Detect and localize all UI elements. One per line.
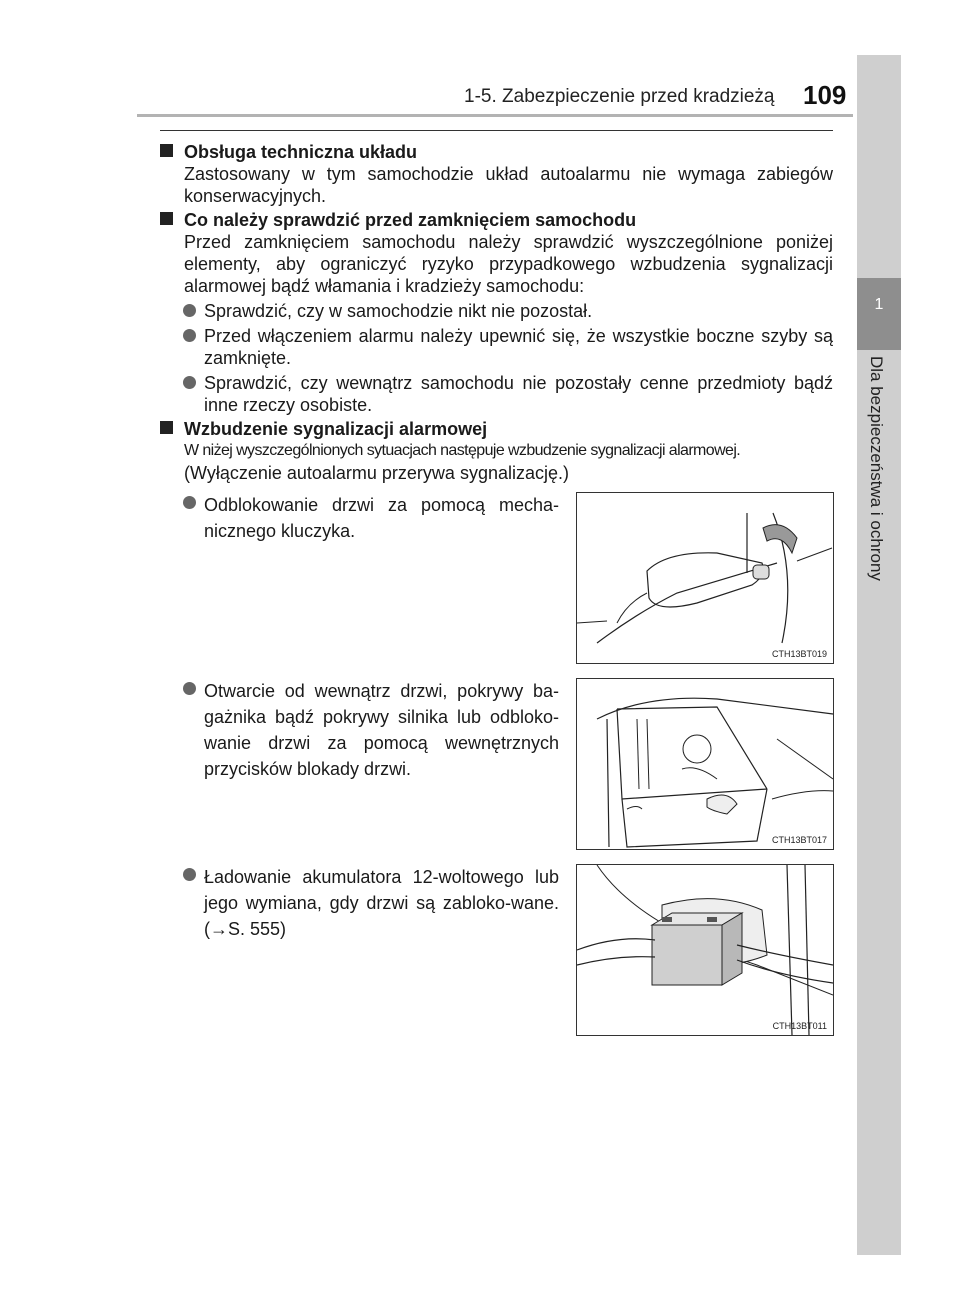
section-heading: Wzbudzenie sygnalizacji alarmowej	[160, 418, 833, 440]
square-bullet-icon	[160, 421, 173, 434]
figure-code: CTH13BT011	[772, 1021, 827, 1031]
section-heading: Co należy sprawdzić przed zamknięciem samochodu	[160, 209, 833, 231]
chapter-number: 1	[874, 296, 884, 313]
alarm-trigger-item	[160, 678, 833, 850]
round-bullet-icon	[183, 304, 196, 317]
figure-code: CTH13BT019	[771, 649, 827, 659]
content-top-rule	[160, 130, 833, 131]
round-bullet-icon	[183, 682, 196, 695]
list-item: Ładowanie akumulatora 12-woltowego lub jego wymiana, gdy drzwi są zabloko-wane. (→S. 555)	[160, 864, 559, 942]
square-bullet-icon	[160, 144, 173, 157]
alarm-trigger-item	[160, 864, 833, 1036]
section-paragraph: Przed zamknięciem samochodu należy sprawdzić wyszczególnione poniżej elementy, aby ograniczyć ryzyko przypadkowego wzbudzenia sygnalizacji alarmowej bądź włamania i kradzieży samochodu:	[184, 232, 833, 296]
header-divider	[137, 114, 853, 117]
round-bullet-icon	[183, 868, 196, 881]
list-item: Sprawdzić, czy wewnątrz samochodu nie pozostały cenne przedmioty bądź inne rzeczy osobiste.	[160, 372, 833, 416]
page-content	[160, 139, 833, 1036]
section-paragraph-note: (Wyłączenie autoalarmu przerywa sygnalizację.)	[184, 463, 569, 483]
chapter-tab-active	[857, 278, 901, 350]
section-paragraph: Zastosowany w tym samochodzie układ autoalarmu nie wymaga zabiegów konserwacyjnych.	[184, 164, 833, 206]
chapter-label: Dla bezpieczeństwa i ochrony	[867, 356, 886, 581]
square-bullet-icon	[160, 212, 173, 225]
chapter-side-tab	[857, 55, 901, 1255]
alarm-trigger-item	[160, 492, 833, 664]
battery-replacement-illustration	[576, 864, 834, 1036]
open-door-from-inside-illustration	[576, 678, 834, 850]
list-item: Otwarcie od wewnątrz drzwi, pokrywy ba-gażnika bądź pokrywy silnika lub odbloko-wanie drzwi za pomocą wewnętrznych przycisków blokady drzwi.	[160, 678, 559, 782]
list-item: Przed włączeniem alarmu należy upewnić się, że wszystkie boczne szyby są zamknięte.	[160, 325, 833, 369]
list-item: Odblokowanie drzwi za pomocą mecha-nicznego kluczyka.	[160, 492, 559, 544]
round-bullet-icon	[183, 376, 196, 389]
section-header-title: 1-5. Zabezpieczenie przed kradzieżą	[464, 86, 775, 107]
list-item: Sprawdzić, czy w samochodzie nikt nie pozostał.	[160, 300, 833, 322]
figure-code: CTH13BT017	[771, 835, 827, 845]
section-heading: Obsługa techniczna układu	[160, 141, 833, 163]
section-paragraph: W niżej wyszczególnionych sytuacjach następuje wzbudzenie sygnalizacji alarmowej.	[184, 442, 741, 459]
page-number: 109	[803, 80, 847, 110]
door-key-unlock-illustration	[576, 492, 834, 664]
round-bullet-icon	[183, 329, 196, 342]
round-bullet-icon	[183, 496, 196, 509]
